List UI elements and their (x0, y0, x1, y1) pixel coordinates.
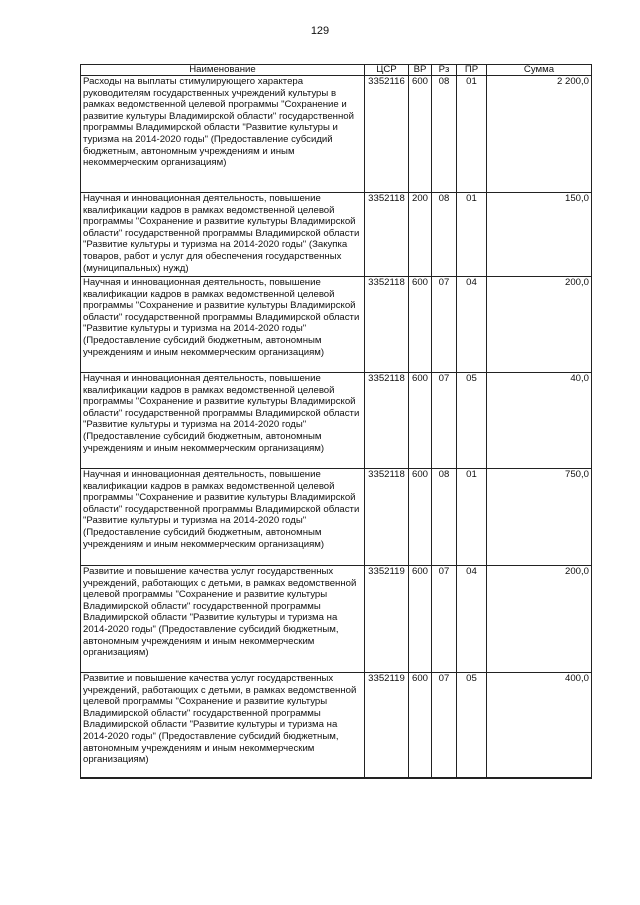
row-vr: 600 (409, 566, 432, 673)
row-sum: 200,0 (487, 566, 592, 673)
row-sum: 40,0 (487, 373, 592, 469)
row-vr: 600 (409, 469, 432, 566)
row-rz: 07 (432, 277, 457, 373)
row-vr: 600 (409, 76, 432, 193)
table-row (81, 373, 592, 469)
budget-table (80, 64, 592, 779)
row-sum: 150,0 (487, 193, 592, 277)
table-row (81, 277, 592, 373)
row-sum: 200,0 (487, 277, 592, 373)
row-name: Развитие и повышение качества услуг государственных учреждений, работающих с детьми, в рамках ведомственной целевой программы "Сохранение и развитие культуры Владимирской области" государственной программы Владимирской области "Развитие культуры и туризма на 2014-2020 годы" (Предоставление субсидий бюджетным, автономным учреждениям и иным некоммерческим организациям) (81, 673, 365, 779)
column-header-pr: ПР (457, 65, 487, 76)
column-header-rz: Рз (432, 65, 457, 76)
row-csr: 3352118 (365, 469, 409, 566)
table-row (81, 193, 592, 277)
page-number: 129 (310, 25, 330, 37)
row-rz: 07 (432, 673, 457, 779)
row-rz: 08 (432, 469, 457, 566)
row-vr: 600 (409, 673, 432, 779)
row-csr: 3352119 (365, 566, 409, 673)
row-pr: 01 (457, 193, 487, 277)
row-sum: 750,0 (487, 469, 592, 566)
row-name: Расходы на выплаты стимулирующего характера руководителям государственных учреждений культуры в рамках ведомственной целевой программы "Сохранение и развитие культуры Владимирской области" государственной программы Владимирской области "Развитие культуры и туризма на 2014-2020 годы" (Предоставление субсидий бюджетным, автономным учреждениям и иным некоммерческим организациям) (81, 76, 365, 193)
row-rz: 07 (432, 373, 457, 469)
row-pr: 04 (457, 566, 487, 673)
column-header-csr: ЦСР (365, 65, 409, 76)
table-row (81, 76, 592, 193)
row-vr: 200 (409, 193, 432, 277)
row-name: Развитие и повышение качества услуг государственных учреждений, работающих с детьми, в рамках ведомственной целевой программы "Сохранение и развитие культуры Владимирской области" государственной программы Владимирской области "Развитие культуры и туризма на 2014-2020 годы" (Предоставление субсидий бюджетным, автономным учреждениям и иным некоммерческим организациям) (81, 566, 365, 673)
row-csr: 3352118 (365, 277, 409, 373)
row-name: Научная и инновационная деятельность, повышение квалификации кадров в рамках ведомственной целевой программы "Сохранение и развитие культуры Владимирской области" государственной программы Владимирской области "Развитие культуры и туризма на 2014-2020 годы" (Предоставление субсидий бюджетным, автономным учреждениям и иным некоммерческим организациям) (81, 373, 365, 469)
table-row (81, 673, 592, 779)
row-csr: 3352118 (365, 373, 409, 469)
row-pr: 01 (457, 469, 487, 566)
row-rz: 08 (432, 76, 457, 193)
row-sum: 2 200,0 (487, 76, 592, 193)
row-name: Научная и инновационная деятельность, повышение квалификации кадров в рамках ведомственной целевой программы "Сохранение и развитие культуры Владимирской области" государственной программы Владимирской области "Развитие культуры и туризма на 2014-2020 годы" (Закупка товаров, работ и услуг для обеспечения государственных (муниципальных) нужд) (81, 193, 365, 277)
row-pr: 05 (457, 673, 487, 779)
row-pr: 04 (457, 277, 487, 373)
row-csr: 3352116 (365, 76, 409, 193)
row-pr: 05 (457, 373, 487, 469)
row-name: Научная и инновационная деятельность, повышение квалификации кадров в рамках ведомственной целевой программы "Сохранение и развитие культуры Владимирской области" государственной программы Владимирской области "Развитие культуры и туризма на 2014-2020 годы" (Предоставление субсидий бюджетным, автономным учреждениям и иным некоммерческим организациям) (81, 469, 365, 566)
row-csr: 3352119 (365, 673, 409, 779)
column-header-vr: ВР (409, 65, 432, 76)
row-vr: 600 (409, 277, 432, 373)
row-sum: 400,0 (487, 673, 592, 779)
row-vr: 600 (409, 373, 432, 469)
table-header-row (81, 65, 592, 76)
table-row (81, 469, 592, 566)
column-header-name: Наименование (81, 65, 365, 76)
row-rz: 07 (432, 566, 457, 673)
row-pr: 01 (457, 76, 487, 193)
row-csr: 3352118 (365, 193, 409, 277)
table-row (81, 566, 592, 673)
row-rz: 08 (432, 193, 457, 277)
row-name: Научная и инновационная деятельность, повышение квалификации кадров в рамках ведомственной целевой программы "Сохранение и развитие культуры Владимирской области" государственной программы Владимирской области "Развитие культуры и туризма на 2014-2020 годы" (Предоставление субсидий бюджетным, автономным учреждениям и иным некоммерческим организациям) (81, 277, 365, 373)
column-header-sum: Сумма (487, 65, 592, 76)
